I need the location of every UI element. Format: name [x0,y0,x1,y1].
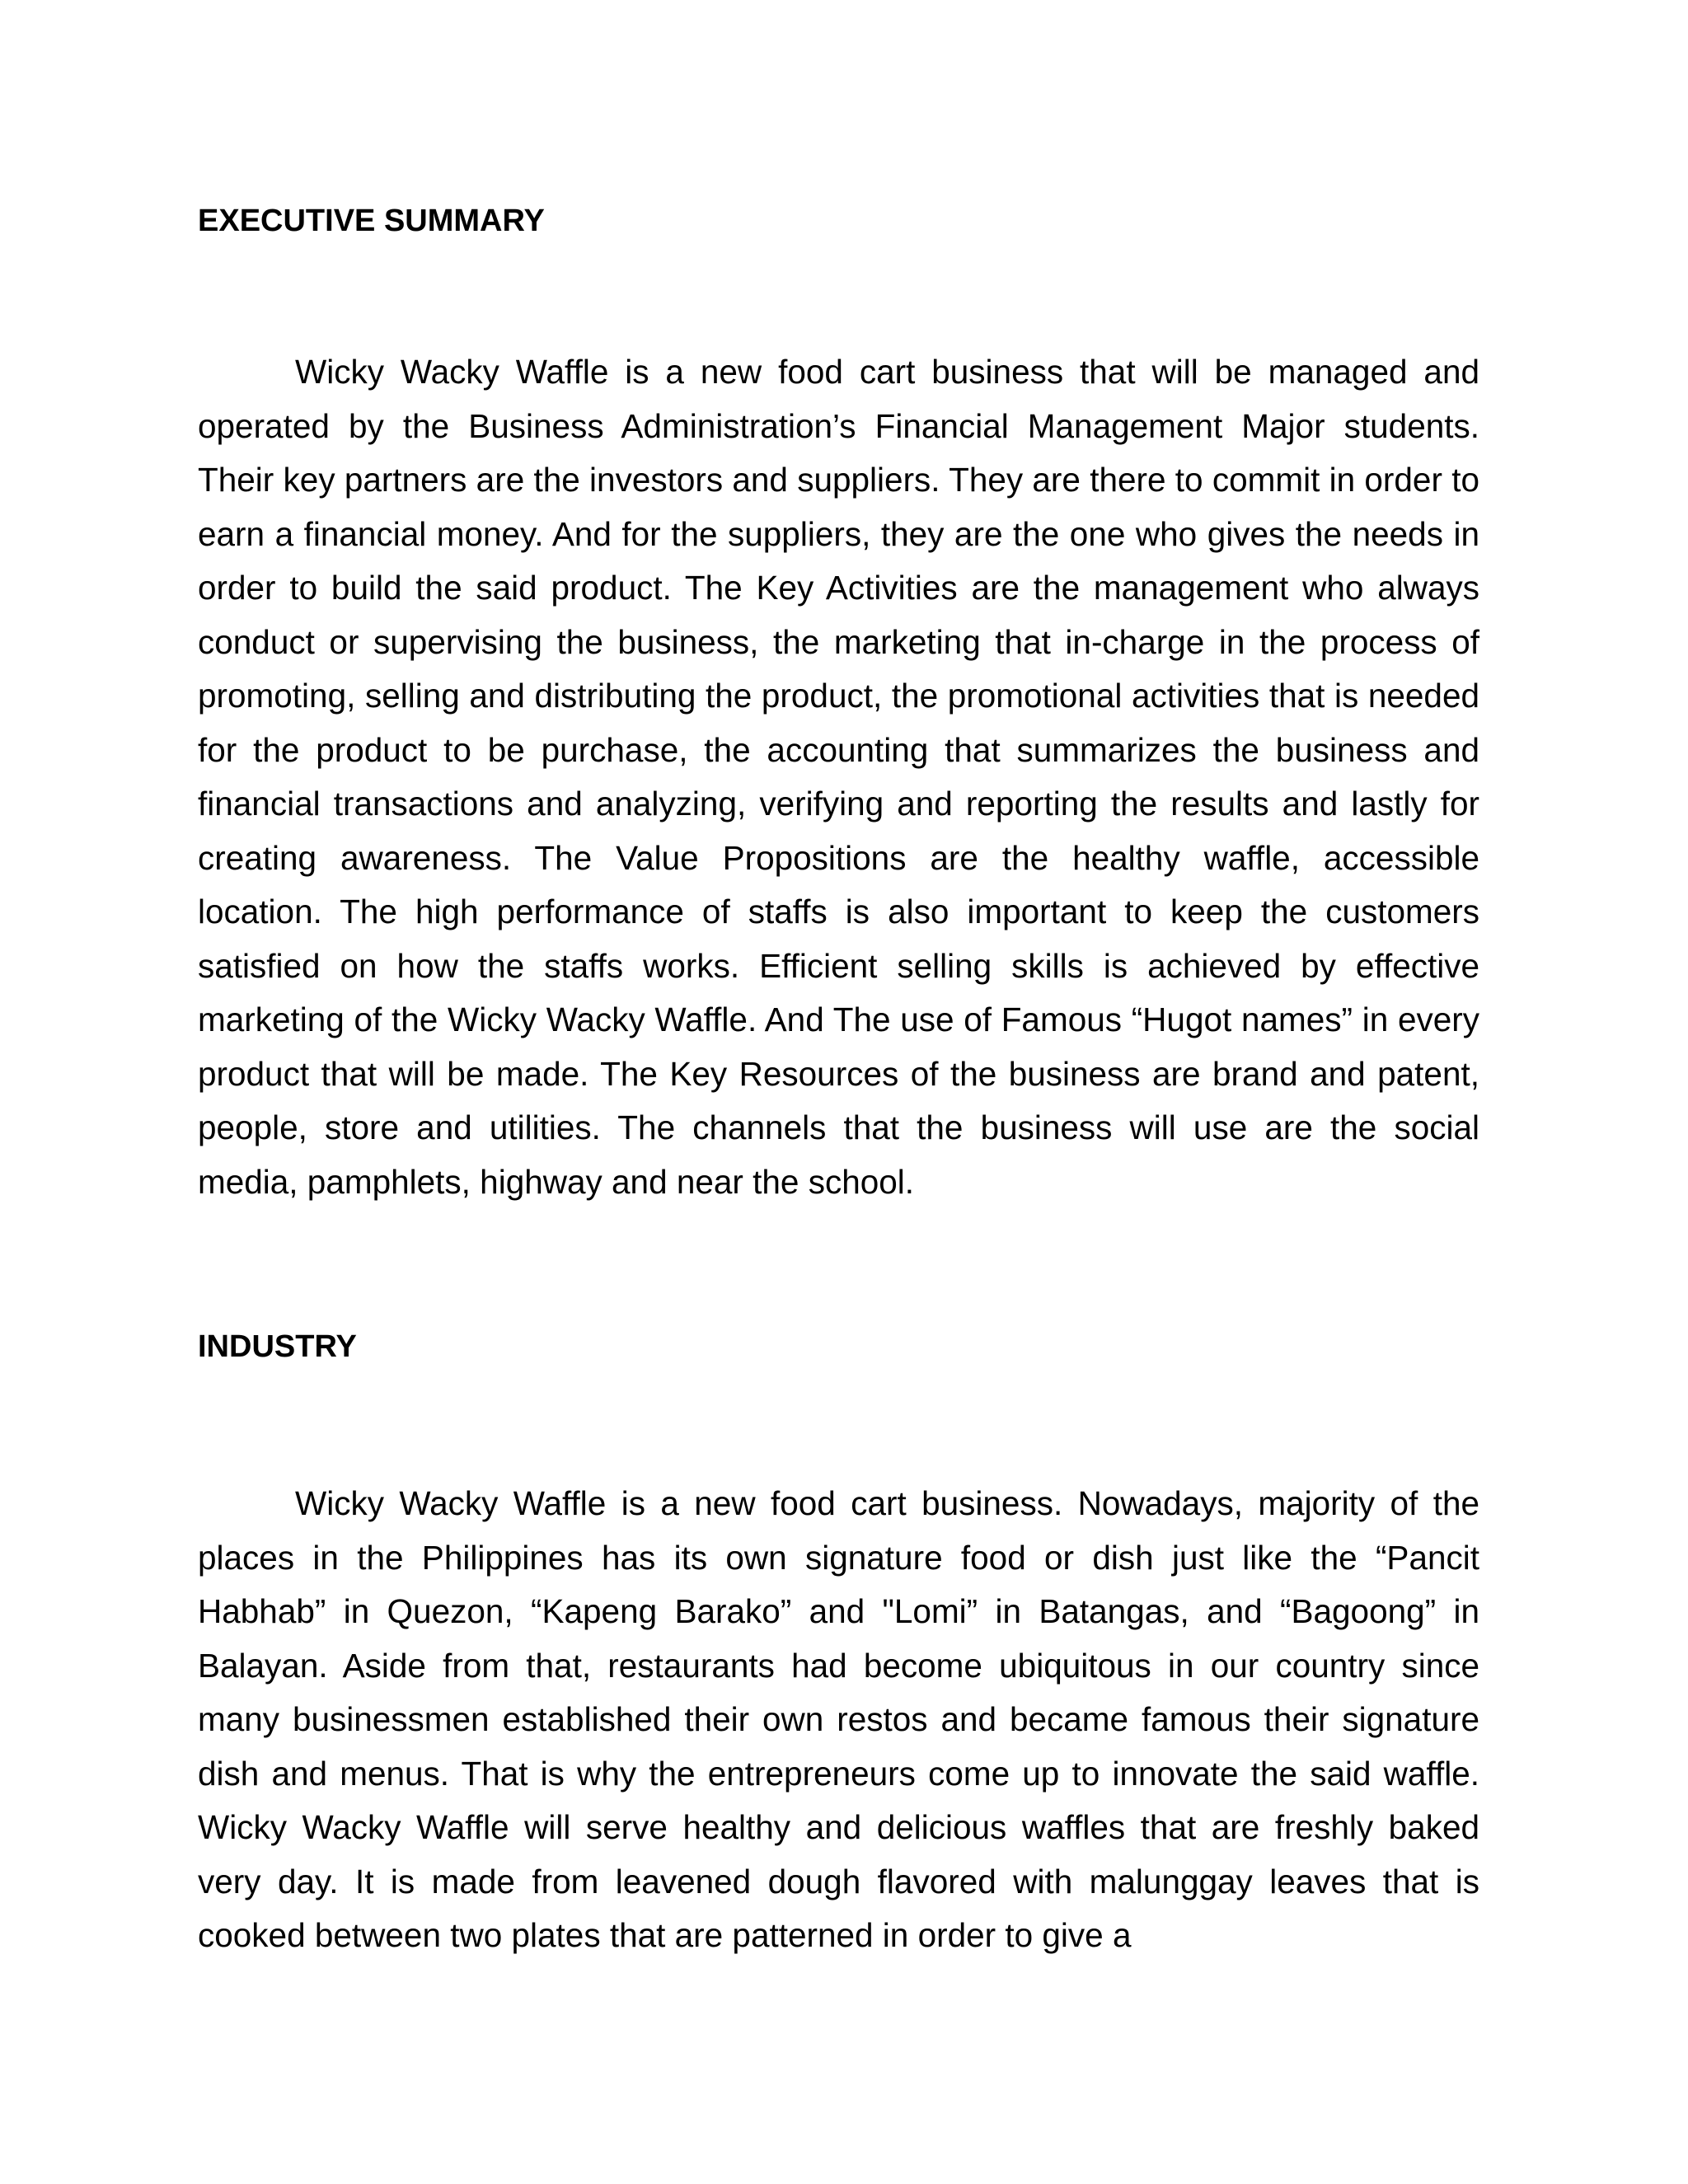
executive-summary-heading: EXECUTIVE SUMMARY [198,204,545,238]
industry-paragraph: Wicky Wacky Waffle is a new food cart business. Nowadays, majority of the places in the Philippines has its own signature food or dish just like the “Pancit Habhab” in Quezon, “Kapeng Barako” and "Lomi” in Batangas, and “Bagoong” in Balayan. Aside from that, restaurants had become ubiquitous in our country since many businessmen established their own restos and became famous their signature dish and menus. That is why the entrepreneurs come up to innovate the said waffle. Wicky Wacky Waffle will serve healthy and delicious waffles that are freshly baked very day. It is made from leavened dough flavored with malunggay leaves that is cooked between two plates that are patterned in order to give a [198,1484,1479,1954]
industry-heading: INDUSTRY [198,1329,357,1364]
executive-summary-paragraph: Wicky Wacky Waffle is a new food cart business that will be managed and operated by the Business Administration’s Financial Management Major students. Their key partners are the investors and suppliers. They are there to commit in order to earn a financial money. And for the suppliers, they are the one who gives the needs in order to build the said product. The Key Activities are the management who always conduct or supervising the business, the marketing that in-charge in the process of promoting, selling and distributing the product, the promotional activities that is needed for the product to be purchase, the accounting that summarizes the business and financial transactions and analyzing, verifying and reporting the results and lastly for creating awareness. The Value Propositions are the healthy waffle, accessible location. The high performance of staffs is also important to keep the customers satisfied on how the staffs works. Efficient selling skills is achieved by effective marketing of the Wicky Wacky Waffle. And The use of Famous “Hugot names” in every product that will be made. The Key Resources of the business are brand and patent, people, store and utilities. The channels that the business will use are the social media, pamphlets, highway and near the school. [198,353,1479,1201]
